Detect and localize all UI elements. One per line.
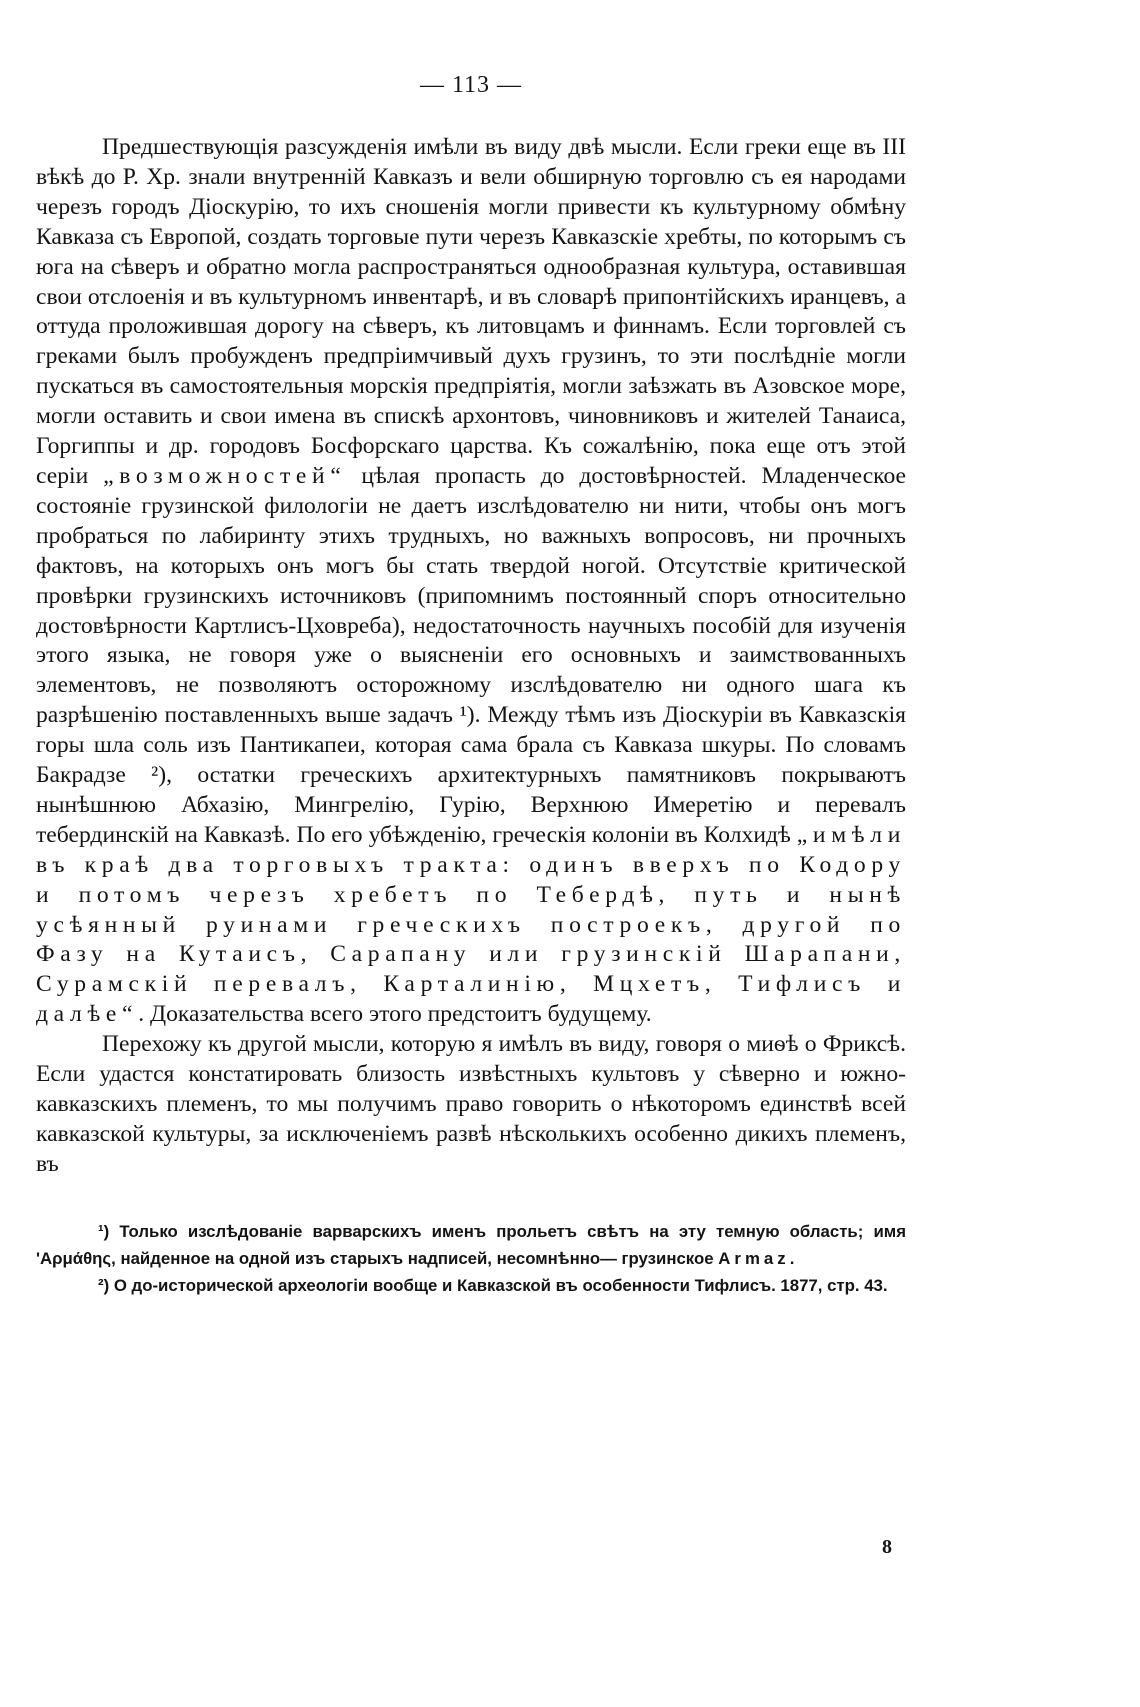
spaced-emphasis: Armaz (718, 1248, 790, 1268)
paragraph-text: цѣлая пропасть до достовѣрностей. Младенческое состояніе грузинской филологіи не даетъ изслѣдователю ни нити, чтобы онъ могъ пробраться по лабиринту этихъ трудныхъ, но важныхъ вопросовъ, ни прочныхъ фактовъ, на которыхъ онъ могъ бы стать твердой ногой. Отсутствіе критической провѣрки грузинскихъ источниковъ (припомнимъ постоянный споръ относительно достовѣрности Картлисъ-Цховреба), недостаточность научныхъ пособій для изученія этого языка, не говоря уже о выясненіи его основныхъ и заимствованныхъ элементовъ, не позволяютъ осторожному изслѣдователю ни одного шага къ разрѣшенію поставленныхъ выше задачъ ¹). Между тѣмъ изъ Діоскуріи въ Кавказскія горы шла соль изъ Пантикапеи, которая сама брала съ Кавказа шкуры. По словамъ Бакрадзе ²), остатки греческихъ архитектурныхъ памятниковъ покрываютъ нынѣшнюю Абхазію, Мингрелію, Гурію, Верхнюю Имеретію и перевалъ тебердинскій на Кавказѣ. По его убѣжденію, греческія колоніи въ Колхидѣ (36, 462, 907, 848)
paragraph-text: Предшествующія разсужденія имѣли въ виду двѣ мысли. Если греки еще въ III вѣкѣ до Р. Хр. знали внутренній Кавказъ и вели обширную торговлю съ ея народами черезъ городъ Діоскурію, то ихъ сношенія могли привести къ культурному обмѣну Кавказа съ Европой, создать торговые пути черезъ Кавказскіе хребты, по которымъ съ юга на сѣверъ и обратно могла распространяться однообразная культура, оставившая свои отслоенія и въ культурномъ инвентарѣ, и въ словарѣ припонтійскихъ иранцевъ, а оттуда проложившая дорогу на сѣверъ, къ литовцамъ и финнамъ. Если торговлей съ греками былъ пробужденъ предпріимчивый духъ грузинъ, то эти послѣдніе могли пускаться въ самостоятельныя морскія предпріятія, могли заѣзжать въ Азовское море, могли оставить и свои имена въ спискѣ архонтовъ, чиновниковъ и жителей Танаиса, Горгиппы и др. городовъ Босфорскаго царства. Къ сожалѣнію, пока еще отъ этой серіи (36, 134, 906, 489)
signature-mark: 8 (882, 1536, 892, 1558)
footnote-separator (36, 1180, 906, 1218)
footnote-text: ¹) Только изслѣдованіе варварскихъ именъ прольетъ свѣтъ на эту темную область; имя 'Αρμάθης, найденное на одной изъ старыхъ надписей, несомнѣнно— грузинское (36, 1221, 906, 1268)
page (36, 72, 906, 1299)
spaced-emphasis: „возможностей“ (103, 462, 347, 489)
paragraph-text: Перехожу къ другой мысли, которую я имѣлъ въ виду, говоря о миѳѣ о Фриксѣ. Если удастся констатировать близость извѣстныхъ культовъ у сѣверно и южно-кавказскихъ племенъ, то мы получимъ право говорить о нѣкоторомъ единствѣ всей кавказской культуры, за исключеніемъ развѣ нѣсколькихъ особенно дикихъ племенъ, въ (36, 1031, 906, 1177)
footnotes (36, 1218, 906, 1299)
footnote (36, 1272, 906, 1299)
footnote (36, 1218, 906, 1272)
spaced-quote: „имѣли въ краѣ два торговыхъ тракта: одинъ вверхъ по Кодору и потомъ черезъ хребетъ по Тебердѣ, путь и нынѣ усѣянный руинами греческихъ построекъ, другой по Фазу на Кутаисъ, Сарапану или грузинскій Шарапани, Сурамскій перевалъ, Карталинію, Мцхетъ, Тифлисъ и далѣе“ (36, 821, 906, 1028)
paragraph (36, 1030, 906, 1180)
page-number: — 113 — (419, 72, 523, 98)
body-text (36, 133, 906, 1180)
footnote-text: ²) О до-исторической археологіи вообще и Кавказской въ особенности Тифлисъ. 1877, стр. 43. (98, 1275, 888, 1295)
paragraph-text: . Доказательства всего этого предстоитъ будущему. (138, 1001, 652, 1028)
paragraph (36, 133, 906, 1030)
footnote-text: . (789, 1248, 795, 1268)
